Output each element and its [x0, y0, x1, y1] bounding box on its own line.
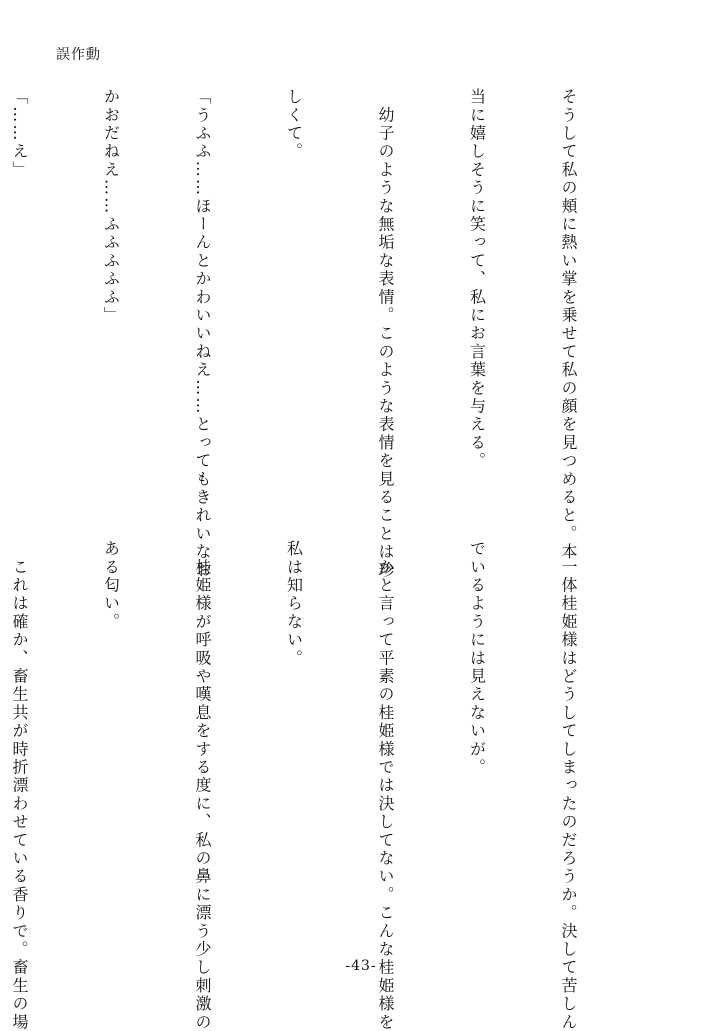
text-line: でいるようには見えないが。	[467, 540, 487, 777]
text-line: これは確か、畜生共が時折漂わせている香りで。畜生の場	[10, 540, 29, 1031]
page-number: -43-	[345, 958, 377, 974]
text-line: 「……え」	[10, 88, 29, 179]
text-block-top	[0, 88, 644, 580]
text-line: 私は知らない。	[284, 540, 304, 668]
text-line: そうして私の頬に熱い掌を乗せて私の顔を見つめると。本	[559, 88, 578, 562]
text-line: かおだねえ……ふふふふふ」	[101, 88, 121, 325]
text-line: かと言って平素の桂姫様では決してない。こんな桂姫様を	[376, 540, 395, 1031]
text-line: 「うふふ……ほーんとかわいいねえ……とってもきれいなお	[193, 88, 212, 580]
text-line: 桂姫様が呼吸や嘆息をする度に、私の鼻に漂う少し刺激の	[193, 540, 212, 1031]
text-line: 一体桂姫様はどうしてしまったのだろうか。決して苦しん	[559, 540, 578, 1031]
text-line: 当に嬉しそうに笑って、私にお言葉を与える。	[467, 88, 487, 471]
chapter-header: 誤作動	[56, 47, 101, 63]
text-line: ある匂い。	[101, 540, 121, 631]
text-line: しくて。	[284, 88, 304, 161]
text-line: 幼子のような無垢な表情。このような表情を見ることは珍	[376, 88, 395, 580]
